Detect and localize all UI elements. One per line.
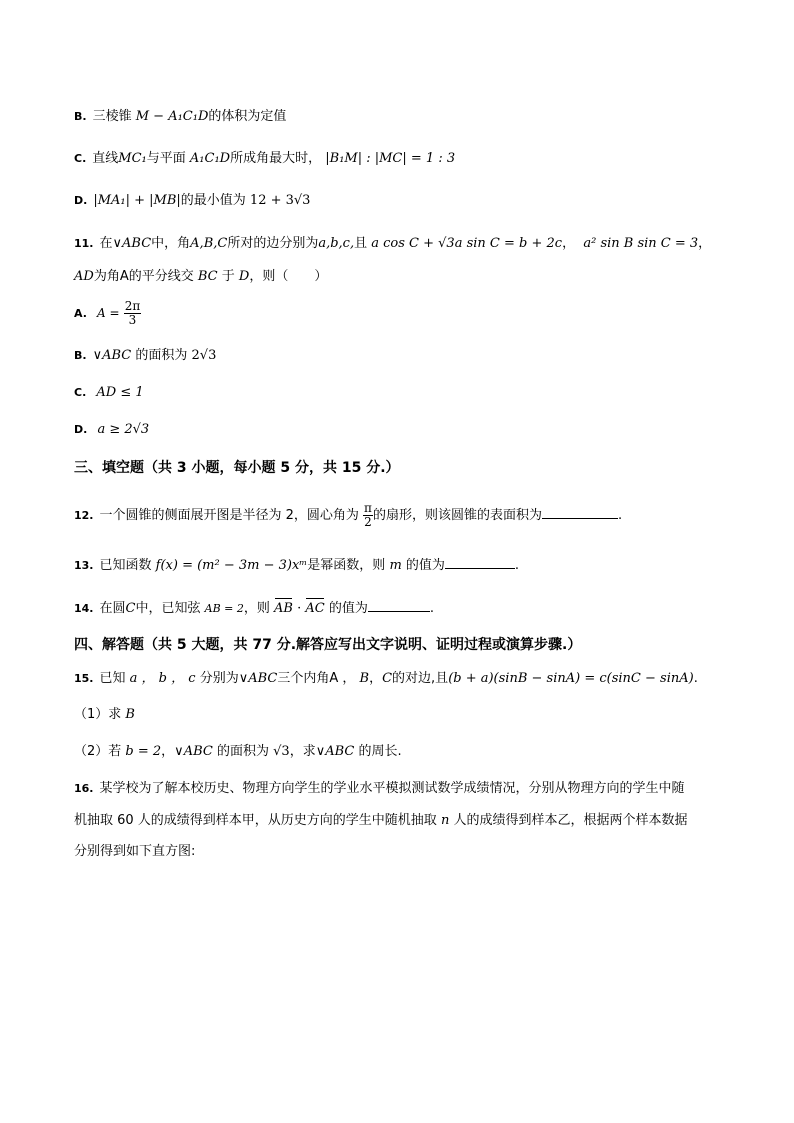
q16-line1 [74,780,685,798]
question-number: 13. [74,559,94,572]
fraction-denominator: 2 [364,515,372,529]
option-label: B. [74,110,87,123]
q10-option-b [74,108,286,126]
math-expr: AB = 2 [204,602,244,615]
math-expr: AD [74,269,94,284]
q11-option-d [74,421,149,439]
text: 的对边,且 [392,671,449,686]
text: . [514,558,520,573]
math-expr: ABC [325,744,355,759]
question-number: 11. [74,237,94,250]
math-expr: ABC [183,744,213,759]
text: ，则 [243,601,270,616]
q11-line1 [74,235,711,253]
answer-blank [368,598,430,612]
option-label: B. [74,349,87,362]
text: 中，已知弦 [135,601,201,616]
text: 已知函数 [99,558,152,573]
math-expr: A₁C₁D [189,151,231,166]
q11-option-a [74,300,141,327]
q15-part2 [74,743,402,761]
math-expr: a² sin B sin C = 3 [583,236,699,251]
text: 为角A的平分线交 [93,269,194,284]
text: （1）求 [74,707,122,722]
text: ， [369,671,383,686]
text: 在∨ [99,236,123,251]
q16-line2 [74,812,687,830]
math-expr: B [359,671,370,686]
text: ，求∨ [289,744,326,759]
math-expr: a ， b ， c [129,671,196,686]
math-expr: D [238,269,250,284]
option-label: D. [74,423,88,436]
text: 某学校为了解本校历史、物理方向学生的学业水平模拟测试数学成绩情况，分别从物理方向的学生中随 [99,781,685,796]
text: . [617,508,623,523]
q11-line2 [74,268,327,286]
text: 的面积为 [135,348,188,363]
text: （2）若 [74,744,122,759]
vector-ab: AB [274,601,293,616]
text: 的值为 [405,558,445,573]
option-text: 的最小值为 [180,193,246,208]
fraction-denominator: 3 [128,313,137,327]
option-text: 三棱锥 [92,109,132,124]
text: ，则（ ） [249,269,328,284]
math-expr: AD ≤ 1 [96,385,144,400]
option-label: C. [74,386,87,399]
text: ， [562,236,576,251]
text: 所对的边分别为 [227,236,319,251]
option-label: A. [74,307,87,320]
fraction [363,502,373,529]
math-expr: C [125,601,136,616]
text: 是幂函数，则 [307,558,386,573]
math-expr: BC [197,269,218,284]
q10-option-d [74,192,310,210]
q10-option-c [74,150,455,168]
math-expr: m [389,558,402,573]
math-expr: n [440,813,450,828]
math-expr: ABC [122,236,152,251]
text: 中，角 [151,236,191,251]
math-expr: M − A₁C₁D [135,109,209,124]
math-expr: a ≥ 2√3 [97,422,150,437]
section-heading-fill-blank: 三、填空题（共 3 小题，每小题 5 分，共 15 分.） [74,460,400,476]
option-text: 直线 [92,151,119,166]
math-expr: A = [97,306,120,320]
text: 分别得到如下直方图: [74,844,196,859]
fraction [124,300,142,327]
section-heading-solutions: 四、解答题（共 5 大题，共 77 分.解答应写出文字说明、证明过程或演算步骤.） [74,637,582,653]
math-expr: |B₁M| : |MC| = 1 : 3 [325,151,456,166]
q13 [74,555,519,575]
question-number: 15. [74,672,94,685]
math-expr: C [382,671,393,686]
math-expr: ABC [248,671,278,686]
option-text: 与平面 [146,151,186,166]
question-number: 16. [74,782,94,795]
fraction-numerator: π [364,501,372,515]
fraction-numerator: 2π [124,299,141,313]
text: 的值为 [328,601,368,616]
math-expr: a cos C + √3a sin C = b + 2c [371,236,563,251]
math-expr: √3 [273,744,290,759]
text: ， [698,236,712,251]
text: . [693,671,698,686]
text: 的面积为 [216,744,269,759]
option-label: C. [74,152,87,165]
math-expr: 12 + 3√3 [249,193,311,208]
math-expr: B [125,707,135,722]
q11-option-b [74,347,216,365]
math-expr: 2√3 [191,348,217,363]
math-expr: (b + a)(sinB − sinA) = c(sinC − sinA) [448,671,694,686]
text: 分别为∨ [199,671,249,686]
dot-operator: · [297,601,302,616]
text: 机抽取 60 人的成绩得到样本甲，从历史方向的学生中随机抽取 [74,813,437,828]
question-number: 14. [74,602,94,615]
text: . [429,601,435,616]
option-text: 所成角最大时， [230,151,322,166]
math-expr: |MA₁| + |MB| [93,193,181,208]
math-expr: f(x) = (m² − 3m − 3)xᵐ [155,558,308,573]
text: 在圆 [99,601,126,616]
q16-line3 [74,843,195,861]
math-expr: ∨ABC [92,348,132,363]
text: 且 [354,236,368,251]
q12 [74,502,622,529]
math-expr: A,B,C [190,236,228,251]
answer-blank [542,505,618,519]
text: 的扇形，则该圆锥的表面积为 [372,508,542,523]
vector-ac: AC [305,601,325,616]
text: ，∨ [161,744,184,759]
math-expr: b = 2 [125,744,162,759]
text: 的周长. [358,744,402,759]
q15-part1 [74,706,135,724]
answer-blank [445,555,515,569]
math-expr: MC₁ [118,151,147,166]
text: 三个内角A ， [277,671,356,686]
q15 [74,670,698,688]
text: 人的成绩得到样本乙，根据两个样本数据 [453,813,688,828]
question-number: 12. [74,509,94,522]
text: 已知 [99,671,126,686]
math-expr: a,b,c, [318,236,355,251]
option-text: 的体积为定值 [208,109,287,124]
text: 于 [221,269,235,284]
text: 一个圆锥的侧面展开图是半径为 2，圆心角为 [99,508,359,523]
q11-option-c [74,384,144,402]
option-label: D. [74,194,88,207]
q14 [74,598,434,618]
